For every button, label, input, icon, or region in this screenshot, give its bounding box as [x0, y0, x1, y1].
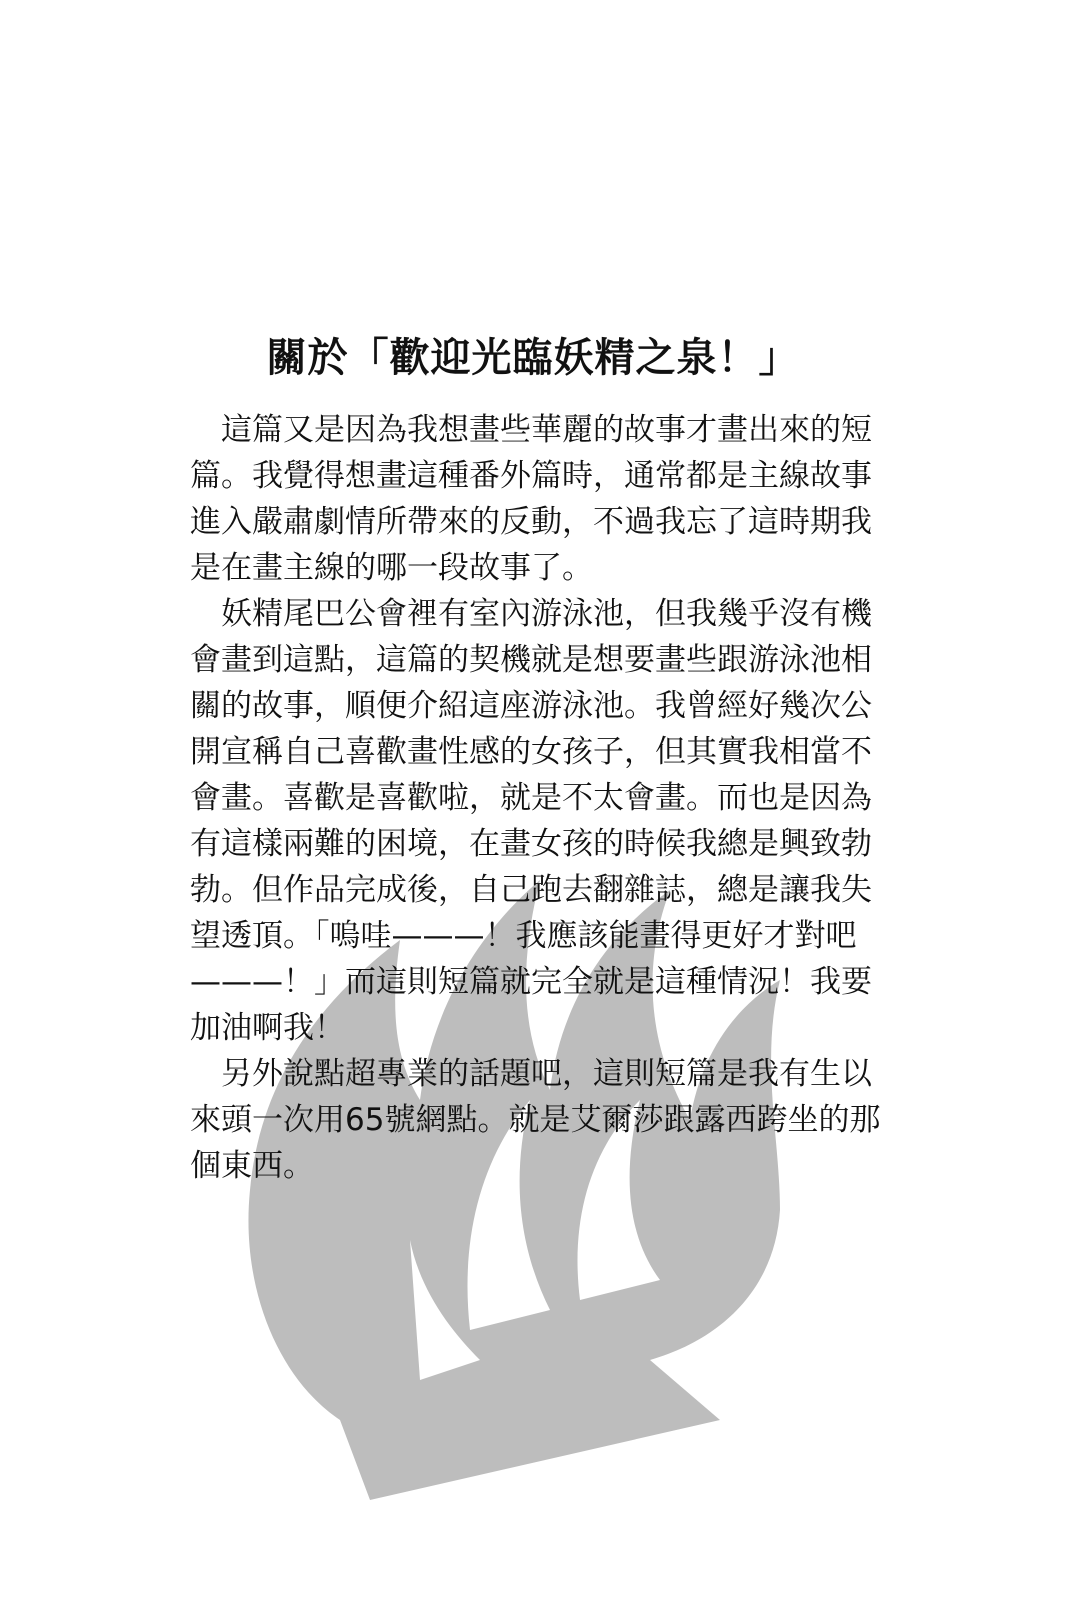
text-line: 會畫。喜歡是喜歡啦，就是不太會畫。而也是因為	[190, 780, 872, 816]
text-line: 這篇又是因為我想畫些華麗的故事才畫出來的短	[190, 412, 872, 448]
text-line: 妖精尾巴公會裡有室內游泳池，但我幾乎沒有機	[190, 596, 872, 632]
text-line: 加油啊我！	[190, 1010, 345, 1046]
text-line: 勃。但作品完成後，自己跑去翻雜誌，總是讓我失	[190, 872, 872, 908]
text-line: 篇。我覺得想畫這種番外篇時，通常都是主線故事	[190, 458, 872, 494]
text-line: 來頭一次用65號網點。就是艾爾莎跟露西跨坐的那	[190, 1102, 881, 1138]
text-line: 有這樣兩難的困境，在畫女孩的時候我總是興致勃	[190, 826, 872, 862]
body-text	[190, 407, 890, 1189]
text-line: 個東西。	[190, 1148, 314, 1184]
text-line: 會畫到這點，這篇的契機就是想要畫些跟游泳池相	[190, 642, 872, 678]
text-line: 開宣稱自己喜歡畫性感的女孩子，但其實我相當不	[190, 734, 872, 770]
text-line: 是在畫主線的哪一段故事了。	[190, 550, 593, 586]
text-line: 另外說點超專業的話題吧，這則短篇是我有生以	[190, 1056, 872, 1092]
text-line: 進入嚴肅劇情所帶來的反動，不過我忘了這時期我	[190, 504, 872, 540]
page-title: 關於「歡迎光臨妖精之泉！」	[266, 335, 800, 381]
text-line: 望透頂。「嗚哇———！我應該能畫得更好才對吧	[190, 918, 857, 954]
text-line: 關的故事，順便介紹這座游泳池。我曾經好幾次公	[190, 688, 872, 724]
text-line: ———！」而這則短篇就完全就是這種情況！我要	[190, 964, 872, 1000]
